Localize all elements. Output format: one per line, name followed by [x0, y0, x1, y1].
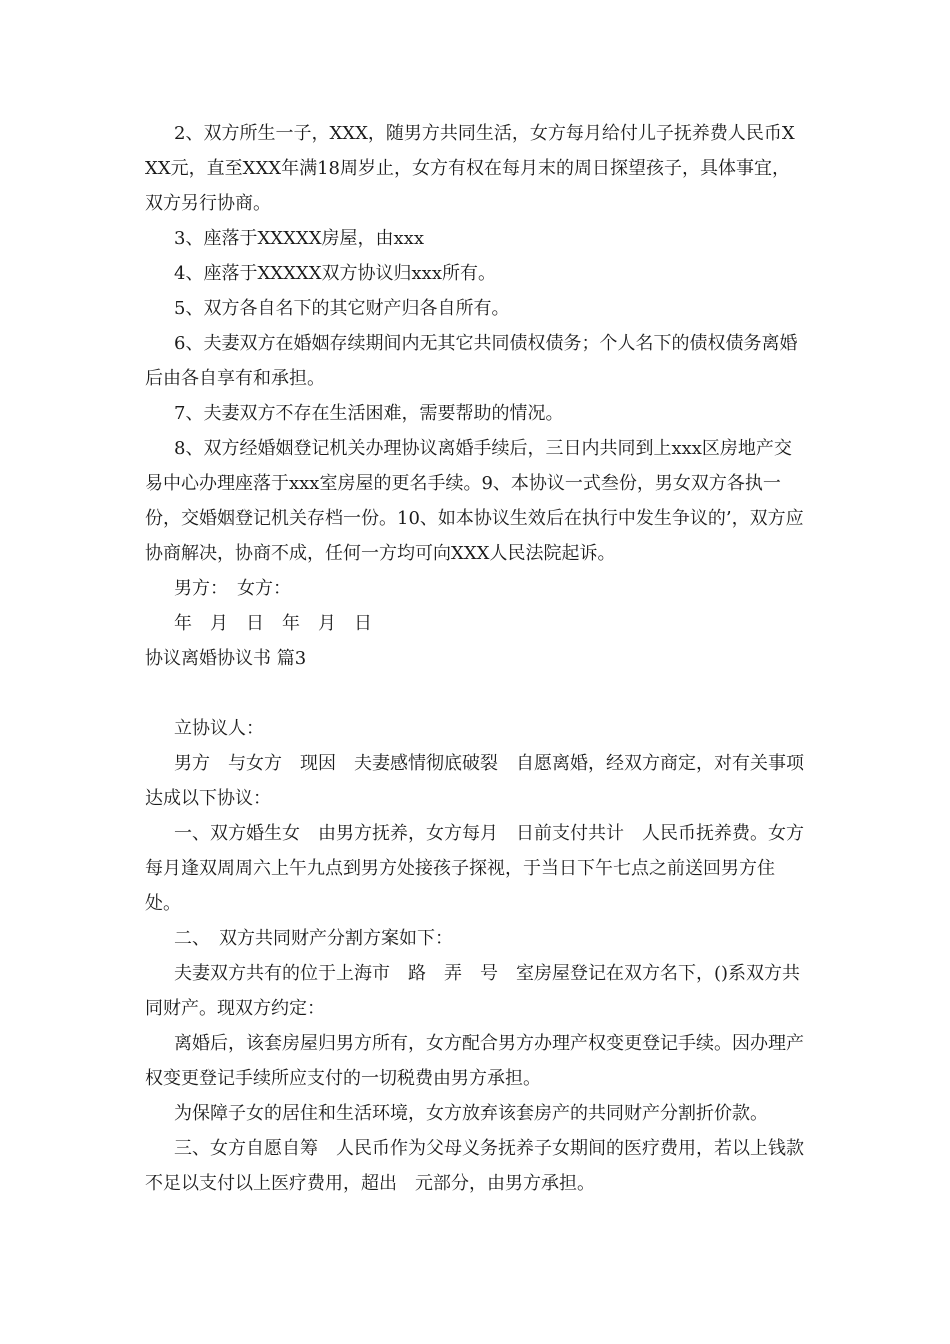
paragraph-intro: 男方 与女方 现因 夫妻感情彻底破裂 自愿离婚，经双方商定，对有关事项达成以下协议：: [145, 753, 804, 809]
paragraph-clause-8: 8、双方经婚姻登记机关办理协议离婚手续后，三日内共同到上xxx区房地产交易中心办理座落于xxx室房屋的更名手续。9、本协议一式叁份，男女双方各执一份，交婚姻登记机关存档一份。10、如本协议生效后在执行中发生争议的’，双方应协商解决，协商不成，任何一方均可向XXX人民法院起诉。: [145, 438, 804, 564]
date-line: 年 月 日 年 月 日: [174, 613, 372, 634]
paragraph-clause-5: 5、双方各自名下的其它财产归各自所有。: [174, 298, 510, 319]
paragraph-property: 夫妻双方共有的位于上海市 路 弄 号 室房屋登记在双方名下，()系双方共同财产。现双方约定：: [145, 963, 801, 1019]
paragraph-parties-heading: 立协议人：: [174, 718, 264, 739]
paragraph-clause-3: 3、座落于XXXXX房屋，由xxx: [174, 228, 424, 249]
paragraph-waiver: 为保障子女的居住和生活环境，女方放弃该套房产的共同财产分割折价款。: [174, 1103, 768, 1124]
document-page: [145, 116, 805, 1201]
paragraph-clause-6: 6、夫妻双方在婚姻存续期间内无其它共同债权债务；个人名下的债权债务离婚后由各自享有和承担。: [145, 333, 798, 389]
paragraph-clause-2: 2、双方所生一子，XXX，随男方共同生活，女方每月给付儿子抚养费人民币XXX元，直至XXX年满18周岁止，女方有权在每月末的周日探望孩子，具体事宜，双方另行协商。: [145, 123, 795, 214]
paragraph-article-3: 三、女方自愿自筹 人民币作为父母义务抚养子女期间的医疗费用，若以上钱款不足以支付以上医疗费用，超出 元部分，由男方承担。: [145, 1138, 804, 1194]
signature-line: 男方： 女方：: [174, 578, 291, 599]
section-title: 协议离婚协议书 篇3: [145, 648, 307, 669]
paragraph-clause-7: 7、夫妻双方不存在生活困难，需要帮助的情况。: [174, 403, 564, 424]
section-spacer: [145, 676, 805, 711]
paragraph-article-1: 一、双方婚生女 由男方抚养，女方每月 日前支付共计 人民币抚养费。女方每月逢双周周六上午九点到男方处接孩子探视，于当日下午七点之前送回男方住处。: [145, 823, 804, 914]
paragraph-article-2: 二、 双方共同财产分割方案如下：: [174, 928, 453, 949]
paragraph-clause-4: 4、座落于XXXXX双方协议归xxx所有。: [174, 263, 496, 284]
paragraph-after-divorce: 离婚后，该套房屋归男方所有，女方配合男方办理产权变更登记手续。因办理产权变更登记手续所应支付的一切税费由男方承担。: [145, 1033, 804, 1089]
